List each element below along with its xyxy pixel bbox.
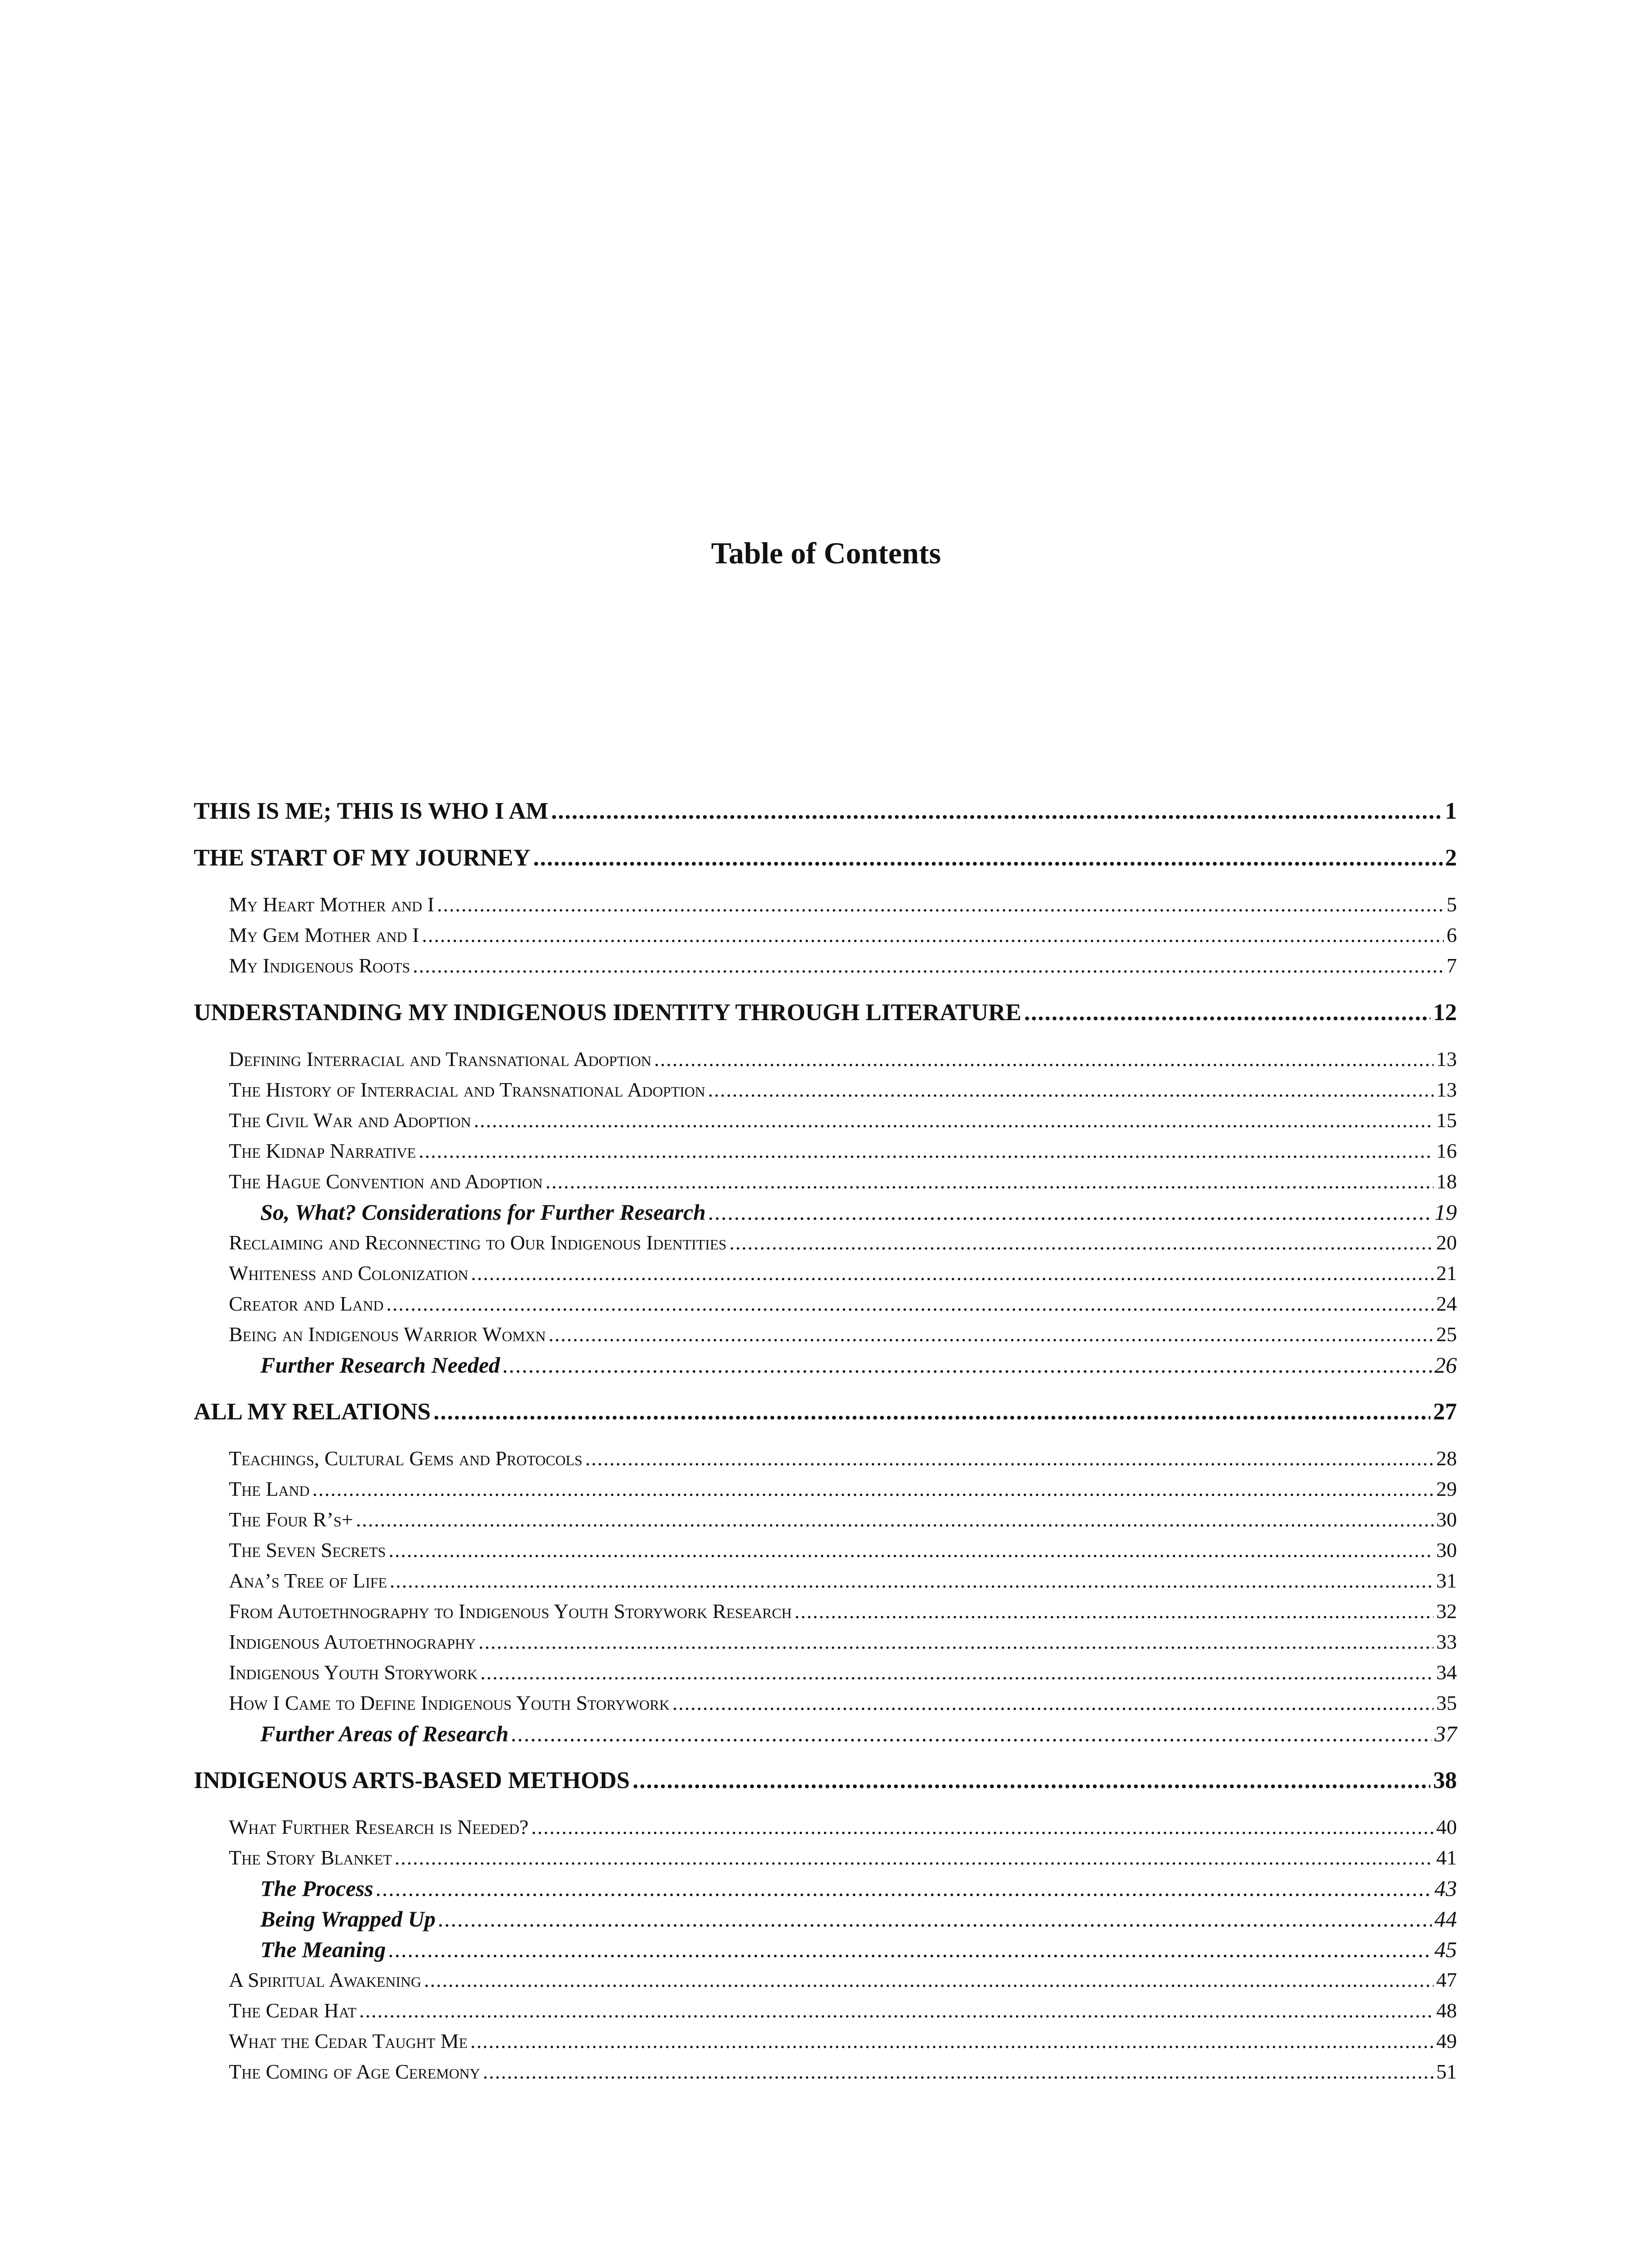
toc-entry-page-number: 51 — [1436, 2060, 1457, 2083]
toc-entry[interactable] — [194, 1842, 1457, 1873]
toc-entry-page-number: 30 — [1436, 1539, 1457, 1561]
toc-entry[interactable] — [194, 1350, 1457, 1380]
toc-entry-page-number: 6 — [1447, 923, 1457, 946]
toc-entry-label: From Autoethnography to Indigenous Youth Storywork Research — [229, 1600, 792, 1623]
dot-leader — [433, 1396, 1430, 1427]
toc-entry[interactable] — [194, 1904, 1457, 1934]
toc-entry-page-number: 7 — [1447, 954, 1457, 977]
toc-entry-label: My Gem Mother and I — [229, 923, 419, 946]
toc-entry-page-number: 40 — [1436, 1815, 1457, 1838]
dot-leader — [585, 1443, 1434, 1474]
toc-entry-page-number: 13 — [1436, 1078, 1457, 1101]
toc-entry-page-number: 18 — [1436, 1170, 1457, 1193]
toc-entry-page-number: 25 — [1436, 1323, 1457, 1346]
toc-entry-page-number: 37 — [1434, 1721, 1457, 1746]
toc-entry[interactable] — [194, 1396, 1457, 1427]
toc-entry[interactable] — [194, 1873, 1457, 1904]
toc-entry-label: My Heart Mother and I — [229, 893, 435, 916]
toc-entry-label: The Coming of Age Ceremony — [229, 2060, 481, 2083]
toc-entry-label: INDIGENOUS ARTS-BASED METHODS — [194, 1767, 630, 1793]
dot-leader — [422, 920, 1444, 950]
toc-entry-page-number: 20 — [1436, 1231, 1457, 1254]
toc-entry[interactable] — [194, 1075, 1457, 1105]
toc-entry-label: What Further Research is Needed? — [229, 1815, 529, 1838]
toc-entry-page-number: 27 — [1433, 1399, 1457, 1425]
toc-entry-label: UNDERSTANDING MY INDIGENOUS IDENTITY THROUGH LITERATURE — [194, 999, 1022, 1026]
toc-entry-label: The Kidnap Narrative — [229, 1139, 416, 1162]
toc-entry[interactable] — [194, 1596, 1457, 1627]
dot-leader — [395, 1842, 1434, 1873]
dot-leader — [359, 1995, 1434, 2026]
toc-entry-label: So, What? Considerations for Further Research — [260, 1200, 706, 1225]
toc-entry[interactable] — [194, 1289, 1457, 1319]
toc-entry-page-number: 2 — [1445, 845, 1457, 871]
toc-entry[interactable] — [194, 1197, 1457, 1227]
toc-entry-label: The Story Blanket — [229, 1846, 392, 1869]
dot-leader — [474, 1105, 1434, 1136]
dot-leader — [388, 1535, 1434, 1566]
toc-entry[interactable] — [194, 1319, 1457, 1350]
toc-entry-label: Ana’s Tree of Life — [229, 1569, 387, 1592]
toc-entry[interactable] — [194, 1166, 1457, 1197]
toc-entry-label: Indigenous Autoethnography — [229, 1630, 476, 1653]
toc-entry[interactable] — [194, 843, 1457, 873]
dot-leader — [545, 1166, 1434, 1197]
toc-entry[interactable] — [194, 1657, 1457, 1688]
dot-leader — [511, 1718, 1432, 1749]
toc-entry[interactable] — [194, 950, 1457, 981]
toc-entry[interactable] — [194, 1934, 1457, 1965]
toc-entry-label: The Hague Convention and Adoption — [229, 1170, 543, 1193]
page-title: Table of Contents — [711, 536, 941, 570]
toc-entry-page-number: 44 — [1434, 1906, 1457, 1931]
toc-entry-page-number: 41 — [1436, 1846, 1457, 1869]
toc-entry-page-number: 43 — [1434, 1876, 1457, 1901]
dot-leader — [794, 1596, 1434, 1627]
dot-leader — [419, 1136, 1434, 1166]
toc-entry[interactable] — [194, 1044, 1457, 1075]
dot-leader — [356, 1504, 1434, 1535]
toc-entry-page-number: 31 — [1436, 1569, 1457, 1592]
toc-entry-label: Whiteness and Colonization — [229, 1262, 468, 1285]
toc-entry-page-number: 45 — [1434, 1937, 1457, 1962]
toc-entry[interactable] — [194, 1105, 1457, 1136]
toc-entry[interactable] — [194, 1474, 1457, 1504]
toc-entry-label: The History of Interracial and Transnational Adoption — [229, 1078, 705, 1101]
dot-leader — [551, 796, 1443, 826]
dot-leader — [424, 1965, 1434, 1995]
toc-entry-label: What the Cedar Taught Me — [229, 2029, 468, 2052]
dot-leader — [438, 1904, 1432, 1934]
toc-entry-page-number: 34 — [1436, 1661, 1457, 1684]
toc-entry-label: The Civil War and Adoption — [229, 1109, 471, 1132]
toc-entry-label: Being Wrapped Up — [260, 1906, 436, 1931]
dot-leader — [413, 950, 1444, 981]
toc-entry-label: Creator and Land — [229, 1292, 384, 1315]
toc-entry[interactable] — [194, 1718, 1457, 1749]
dot-leader — [533, 843, 1442, 873]
toc-entry-page-number: 33 — [1436, 1630, 1457, 1653]
toc-entry-label: Defining Interracial and Transnational Adoption — [229, 1048, 652, 1070]
toc-entry-label: Being an Indigenous Warrior Womxn — [229, 1323, 546, 1346]
dot-leader — [312, 1474, 1434, 1504]
toc-entry[interactable] — [194, 796, 1457, 826]
toc-entry[interactable] — [194, 1765, 1457, 1796]
toc-entry-page-number: 32 — [1436, 1600, 1457, 1623]
toc-entry-page-number: 30 — [1436, 1508, 1457, 1531]
toc-entry-label: How I Came to Define Indigenous Youth Storywork — [229, 1691, 670, 1714]
toc-entry-page-number: 29 — [1436, 1477, 1457, 1500]
toc-entry-label: A Spiritual Awakening — [229, 1968, 422, 1991]
toc-entry-label: The Cedar Hat — [229, 1999, 356, 2022]
toc-entry[interactable] — [194, 920, 1457, 950]
dot-leader — [1024, 997, 1430, 1028]
toc-entry[interactable] — [194, 889, 1457, 920]
toc-entry-page-number: 24 — [1436, 1292, 1457, 1315]
toc-entry-page-number: 28 — [1436, 1447, 1457, 1470]
toc-entry-page-number: 49 — [1436, 2029, 1457, 2052]
toc-entry-label: The Process — [260, 1876, 374, 1901]
dot-leader — [480, 1657, 1434, 1688]
toc-entry[interactable] — [194, 2026, 1457, 2056]
dot-leader — [376, 1873, 1432, 1904]
toc-entry[interactable] — [194, 1504, 1457, 1535]
dot-leader — [654, 1044, 1434, 1075]
toc-entry-label: Teachings, Cultural Gems and Protocols — [229, 1447, 583, 1470]
dot-leader — [708, 1197, 1432, 1227]
dot-leader — [390, 1566, 1434, 1596]
toc-entry-label: ALL MY RELATIONS — [194, 1399, 431, 1425]
toc-entry-page-number: 19 — [1434, 1200, 1457, 1225]
toc-entry-page-number: 16 — [1436, 1139, 1457, 1162]
toc-entry-page-number: 48 — [1436, 1999, 1457, 2022]
dot-leader — [388, 1934, 1432, 1965]
toc-entry-page-number: 15 — [1436, 1109, 1457, 1132]
toc-entry-page-number: 38 — [1433, 1767, 1457, 1793]
toc-entry-page-number: 26 — [1434, 1352, 1457, 1378]
dot-leader — [478, 1627, 1434, 1657]
toc-entry-page-number: 1 — [1445, 798, 1457, 824]
toc-entry-page-number: 5 — [1447, 893, 1457, 916]
toc-entry-page-number: 35 — [1436, 1691, 1457, 1714]
dot-leader — [531, 1812, 1434, 1842]
toc-entry-label: Reclaiming and Reconnecting to Our Indigenous Identities — [229, 1231, 727, 1254]
toc-entry-page-number: 13 — [1436, 1048, 1457, 1070]
dot-leader — [386, 1289, 1434, 1319]
dot-leader — [548, 1319, 1434, 1350]
toc-entry-page-number: 21 — [1436, 1262, 1457, 1285]
dot-leader — [729, 1227, 1434, 1258]
toc-entry[interactable] — [194, 1812, 1457, 1842]
toc-entry[interactable] — [194, 1566, 1457, 1596]
toc-entry-label: THE START OF MY JOURNEY — [194, 845, 531, 871]
toc-entry[interactable] — [194, 1258, 1457, 1289]
toc-entry-label: The Meaning — [260, 1937, 386, 1962]
toc-entry-label: Further Research Needed — [260, 1352, 500, 1378]
toc-entry[interactable] — [194, 1535, 1457, 1566]
dot-leader — [470, 2026, 1434, 2056]
toc-entry-label: My Indigenous Roots — [229, 954, 410, 977]
toc-entry[interactable] — [194, 1443, 1457, 1474]
table-of-contents — [194, 796, 1457, 2087]
toc-entry[interactable] — [194, 1995, 1457, 2026]
toc-entry-label: The Land — [229, 1477, 310, 1500]
toc-entry-page-number: 12 — [1433, 999, 1457, 1026]
toc-entry[interactable] — [194, 2056, 1457, 2087]
dot-leader — [672, 1688, 1434, 1718]
dot-leader — [471, 1258, 1434, 1289]
dot-leader — [437, 889, 1444, 920]
toc-entry[interactable] — [194, 1227, 1457, 1258]
dot-leader — [483, 2056, 1434, 2087]
dot-leader — [503, 1350, 1432, 1380]
dot-leader — [632, 1765, 1430, 1796]
toc-entry-label: THIS IS ME; THIS IS WHO I AM — [194, 798, 548, 824]
toc-entry[interactable] — [194, 1627, 1457, 1657]
toc-entry[interactable] — [194, 1688, 1457, 1718]
toc-entry[interactable] — [194, 997, 1457, 1028]
dot-leader — [708, 1075, 1434, 1105]
toc-entry-label: Indigenous Youth Storywork — [229, 1661, 478, 1684]
toc-entry-label: Further Areas of Research — [260, 1721, 509, 1746]
toc-entry-label: The Four R’s+ — [229, 1508, 353, 1531]
toc-entry-label: The Seven Secrets — [229, 1539, 386, 1561]
toc-entry[interactable] — [194, 1136, 1457, 1166]
toc-entry[interactable] — [194, 1965, 1457, 1995]
toc-entry-page-number: 47 — [1436, 1968, 1457, 1991]
